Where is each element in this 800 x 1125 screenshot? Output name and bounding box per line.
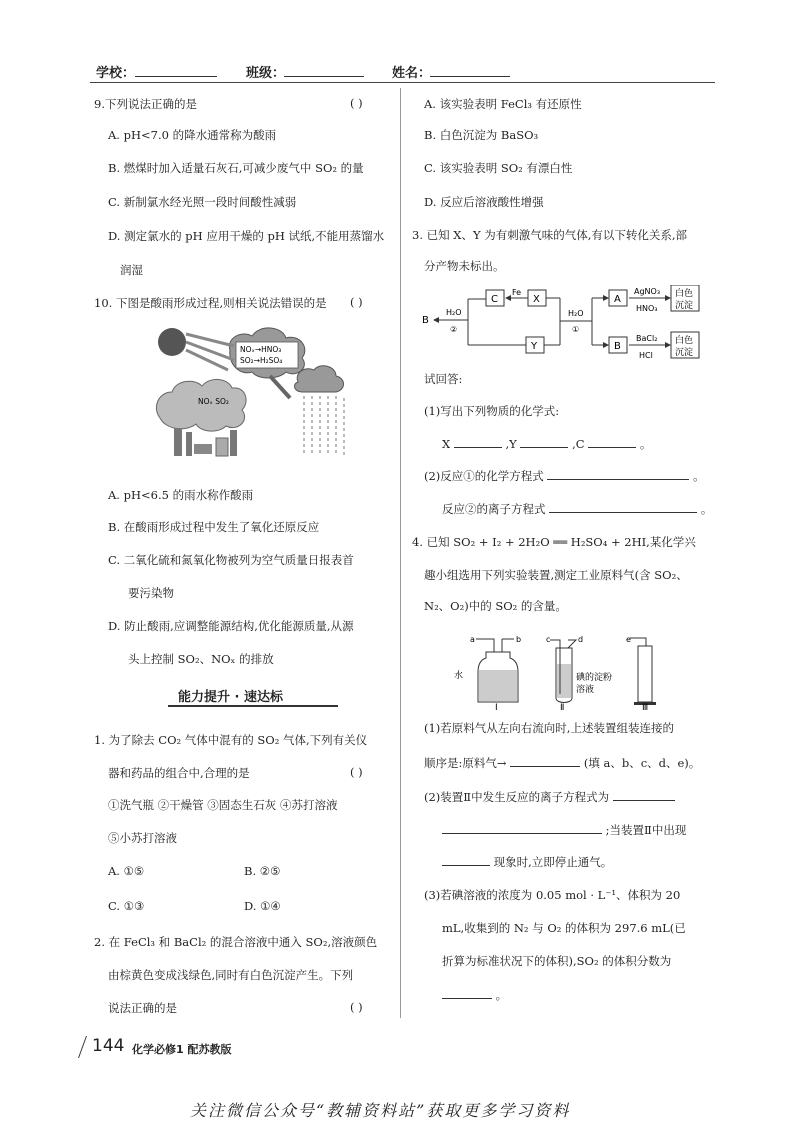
footer-watermark: 关注微信公众号“教辅资料站”获取更多学习资料 <box>190 1101 571 1120</box>
apparatus-label-I: Ⅰ <box>495 703 498 710</box>
sunlight-rays <box>186 334 234 370</box>
school-field[interactable] <box>135 64 217 77</box>
q4-part3-line1: (3)若碘溶液的浓度为 0.05 mol · L⁻¹、体积为 20 <box>424 888 681 902</box>
column-divider <box>400 88 401 1018</box>
factory-chimney-1 <box>174 428 182 456</box>
q1-reagent-list: ①洗气瓶 ②干燥管 ③固态生石灰 ④苏打溶液 <box>108 798 338 812</box>
q3-part2 <box>424 467 705 484</box>
node-A: A <box>614 294 621 305</box>
part2-end: 。 <box>693 469 705 483</box>
acid-rain-figure <box>150 320 350 460</box>
part1-end: 。 <box>639 437 652 451</box>
q1-option-b: B. ②⑤ <box>244 864 281 878</box>
q1-option-a: A. ①⑤ <box>108 864 145 878</box>
q2-stem-line1: 2. 在 FeCl₃ 和 BaCl₂ 的混合溶液中通入 SO₂,溶液颜色 <box>94 935 378 949</box>
q10-answer-paren[interactable]: ( ) <box>350 295 363 309</box>
page-number: 144 <box>92 1036 125 1056</box>
node-C: C <box>491 294 498 305</box>
apparatus-label-b: b <box>516 635 522 644</box>
q10-option-c-line1: C. 二氧化硫和氮氧化物被列为空气质量日报表首 <box>108 553 354 567</box>
q4-part2-tail: 现象时,立即停止通气。 <box>493 855 613 869</box>
q2-stem-line3: 说法正确的是 <box>108 1001 177 1015</box>
node-B-left: B <box>422 315 429 326</box>
q2-option-c: C. 该实验表明 SO₂ 有漂白性 <box>424 161 573 175</box>
part3-label: 反应②的离子方程式 <box>442 502 546 516</box>
book-title: 化学必修1 配苏教版 <box>132 1043 232 1056</box>
x-answer-blank[interactable] <box>454 435 502 448</box>
truck-icon <box>194 444 212 454</box>
q4-part2-mid: ;当装置Ⅱ中出现 <box>605 823 687 837</box>
sun-icon <box>158 328 186 356</box>
label-circ-2: ② <box>450 325 458 334</box>
q1-reagent-list-2: ⑤小苏打溶液 <box>108 831 177 845</box>
q10-stem: 10. 下图是酸雨形成过程,则相关说法错误的是 <box>94 296 327 310</box>
name-label: 姓名： <box>392 66 432 81</box>
q4-part3-end: 。 <box>495 988 508 1002</box>
header-rule <box>90 82 715 83</box>
factory-chimney-3 <box>230 430 237 456</box>
q4-part2-line1 <box>424 788 675 805</box>
q4-part3-line3: 折算为标准状况下的体积),SO₂ 的体积分数为 <box>442 954 672 968</box>
class-label: 班级： <box>246 66 286 81</box>
q3-part1: (1)写出下列物质的化学式: <box>424 404 560 418</box>
section-title: 能力提升 · 速达标 <box>178 690 283 705</box>
q10-option-c-line2: 要污染物 <box>128 586 174 600</box>
c-answer-blank[interactable] <box>588 435 636 448</box>
q1-stem-line2: 器和药品的组合中,合理的是 <box>108 766 250 780</box>
apparatus-label-e: e <box>626 635 631 644</box>
label-circ-1: ① <box>572 325 580 334</box>
q10-option-a: A. pH<6.5 的雨水称作酸雨 <box>108 488 254 502</box>
q10-option-d-line1: D. 防止酸雨,应调整能源结构,优化能源质量,从源 <box>108 619 354 633</box>
rain-drops-icon <box>304 396 344 456</box>
apparatus-label-d: d <box>578 635 584 644</box>
q4-part3-line4 <box>442 986 507 1003</box>
label-hcl: HCl <box>639 351 653 360</box>
q10-option-d-line2: 头上控制 SO₂、NOₓ 的排放 <box>128 652 274 666</box>
iodine-fill <box>557 664 571 698</box>
building-icon <box>216 438 228 456</box>
q3-stem-line2: 分产物未标出。 <box>424 259 505 273</box>
q4-part2-line3 <box>442 853 612 870</box>
label-hno3: HNO₃ <box>636 304 658 313</box>
part2-label: (2)反应①的化学方程式 <box>424 469 544 483</box>
apparatus-figure <box>450 630 680 710</box>
apparatus-iodine-label-2: 溶液 <box>576 685 595 695</box>
reaction2-equation-blank[interactable] <box>549 500 697 513</box>
q1-answer-paren[interactable]: ( ) <box>350 765 363 779</box>
label-bacl2: BaCl₂ <box>636 334 658 343</box>
class-field[interactable] <box>284 64 364 77</box>
q4-part2-lead: (2)装置Ⅱ中发生反应的离子方程式为 <box>424 790 610 804</box>
q3-part3 <box>442 500 712 517</box>
q10-option-b: B. 在酸雨形成过程中发生了氧化还原反应 <box>108 520 320 534</box>
q9-stem: 9.下列说法正确的是 <box>94 97 197 111</box>
reaction1-equation-blank[interactable] <box>547 467 689 480</box>
q4-part1-tail: (填 a、b、c、d、e)。 <box>583 756 701 770</box>
q1-stem-line1: 1. 为了除去 CO₂ 气体中混有的 SO₂ 气体,下列有关仪 <box>94 733 368 747</box>
connection-order-blank[interactable] <box>510 754 580 767</box>
apparatus-iodine-label-1: 碘的淀粉 <box>576 673 613 683</box>
label-fe: Fe <box>512 288 522 297</box>
precipitate-2-line1: 白色 <box>675 336 694 346</box>
q1-option-c: C. ①③ <box>108 899 145 913</box>
label-agno3: AgNO₃ <box>634 287 661 296</box>
label-h2o-2: H₂O <box>446 308 462 317</box>
q2-answer-paren[interactable]: ( ) <box>350 1000 363 1014</box>
q2-option-d: D. 反应后溶液酸性增强 <box>424 195 544 209</box>
q4-stem-line2: 趣小组选用下列实验装置,测定工业原料气(含 SO₂、 <box>424 568 688 582</box>
q9-option-d-line1: D. 测定氯水的 pH 应用干燥的 pH 试纸,不能用蒸馏水 <box>108 229 385 243</box>
q4-stem-line1: 4. 已知 SO₂ + I₂ + 2H₂O ══ H₂SO₄ + 2HI,某化学兴 <box>412 535 696 549</box>
volume-fraction-blank[interactable] <box>442 986 492 999</box>
x-label: X <box>442 437 451 451</box>
node-X: X <box>533 294 540 305</box>
q2-stem-line2: 由棕黄色变成浅绿色,同时有白色沉淀产生。下列 <box>108 968 354 982</box>
part3-end: 。 <box>700 502 713 516</box>
q4-part2-line2 <box>442 821 686 838</box>
precipitate-1-line1: 白色 <box>675 289 694 299</box>
q3-try: 试回答: <box>424 372 463 386</box>
reaction-flow-diagram <box>420 285 710 365</box>
q2-option-b: B. 白色沉淀为 BaSO₃ <box>424 128 539 142</box>
y-answer-blank[interactable] <box>520 435 568 448</box>
y-label: ,Y <box>505 437 517 451</box>
school-label: 学校： <box>96 66 136 81</box>
page-corner-mark <box>78 1036 88 1058</box>
q2-option-a: A. 该实验表明 FeCl₃ 有还原性 <box>424 97 582 111</box>
node-B-right: B <box>614 341 621 352</box>
q9-option-a: A. pH<7.0 的降水通常称为酸雨 <box>108 128 277 142</box>
node-Y: Y <box>531 341 538 352</box>
q1-option-d: D. ①④ <box>244 899 281 913</box>
phenomenon-blank[interactable] <box>442 853 490 866</box>
q4-part1-lead: 顺序是:原料气→ <box>424 756 507 770</box>
q9-option-d-line2: 润湿 <box>120 263 143 277</box>
q9-option-c: C. 新制氯水经光照一段时间酸性减弱 <box>108 195 297 209</box>
q4-part1-line2 <box>424 754 700 771</box>
name-field[interactable] <box>430 64 510 77</box>
factory-chimney-2 <box>186 432 192 456</box>
precipitate-2-line2: 沉淀 <box>675 348 694 358</box>
apparatus-label-II: Ⅱ <box>560 703 565 710</box>
q4-stem-line3: N₂、O₂)中的 SO₂ 的含量。 <box>424 599 567 613</box>
c-label: ,C <box>572 437 585 451</box>
graduated-cylinder-icon <box>638 646 652 702</box>
gas-tube-d <box>568 640 576 648</box>
smoke-label: NOₓ SO₂ <box>198 397 229 406</box>
q4-part1-line1: (1)若原料气从左向右流向时,上述装置组装连接的 <box>424 721 674 735</box>
cloud-label-2: SO₂→H₂SO₄ <box>240 356 283 365</box>
q3-stem-line1: 3. 已知 X、Y 为有刺激气味的气体,有以下转化关系,部 <box>412 228 688 242</box>
apparatus-label-III: Ⅲ <box>642 703 649 710</box>
apparatus-water-label: 水 <box>454 671 464 681</box>
precipitate-1-line2: 沉淀 <box>675 301 694 311</box>
q9-option-b: B. 燃煤时加入适量石灰石,可减少废气中 SO₂ 的量 <box>108 161 364 175</box>
ionic-equation-blank-1[interactable] <box>613 788 675 801</box>
label-h2o-1: H₂O <box>568 309 584 318</box>
q4-part3-line2: mL,收集到的 N₂ 与 O₂ 的体积为 297.6 mL(已 <box>442 921 686 935</box>
q3-part1-answers <box>442 435 651 452</box>
wind-arrow-icon <box>270 376 290 398</box>
apparatus-label-a: a <box>470 635 475 644</box>
cloud-label-1: NOₓ→HNO₃ <box>240 345 282 354</box>
water-fill <box>479 670 517 701</box>
q9-answer-paren[interactable]: ( ) <box>350 96 363 110</box>
apparatus-label-c: c <box>546 635 551 644</box>
ionic-equation-blank-2[interactable] <box>442 821 602 834</box>
